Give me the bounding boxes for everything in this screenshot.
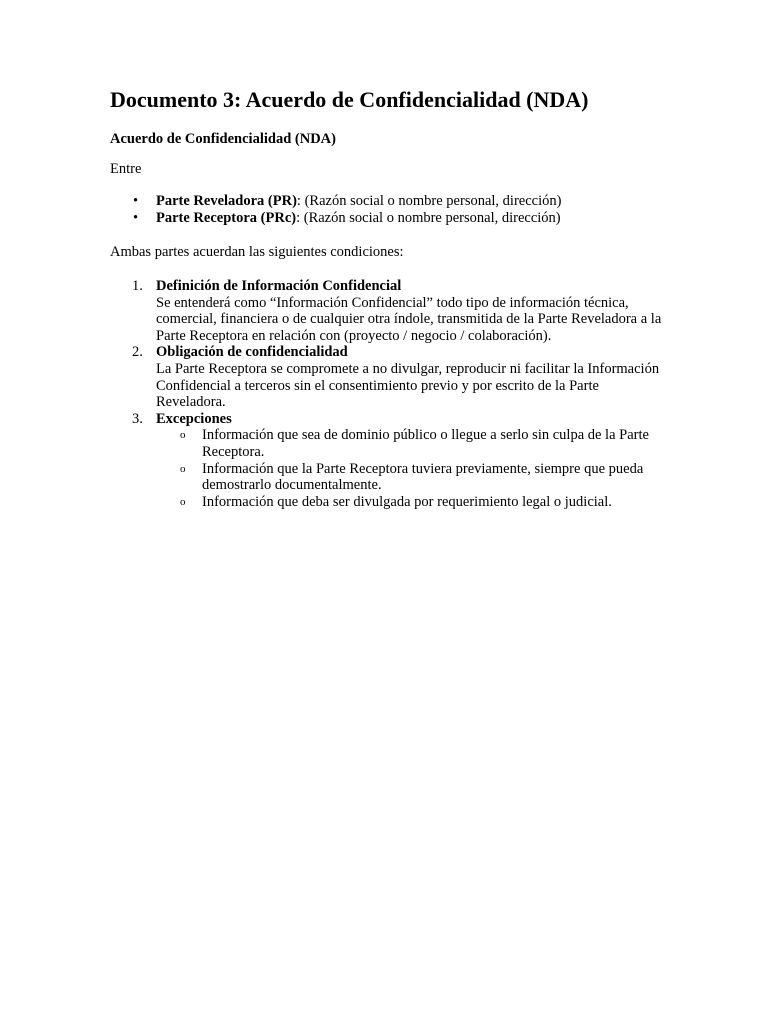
circle-bullet-icon: o	[180, 495, 186, 508]
clauses-list	[110, 278, 670, 510]
document-page	[110, 86, 670, 510]
exception-text: Información que la Parte Receptora tuviera previamente, siempre que pueda demostrarlo documentalmente.	[202, 460, 644, 494]
clause-title: Definición de Información Confidencial	[156, 278, 402, 294]
clause-number: 2.	[132, 344, 143, 361]
party-name: Parte Reveladora (PR)	[156, 193, 297, 209]
party-item	[110, 210, 670, 227]
bullet-icon: •	[133, 210, 139, 226]
party-detail: : (Razón social o nombre personal, dirección)	[296, 193, 562, 209]
exception-text: Información que deba ser divulgada por requerimiento legal o judicial.	[202, 493, 612, 510]
circle-bullet-icon: o	[180, 429, 186, 442]
clause-item	[110, 344, 670, 410]
bullet-icon: •	[133, 193, 139, 209]
party-name: Parte Receptora (PRc)	[156, 210, 297, 226]
clause-item	[110, 411, 670, 511]
clause-text: Se entenderá como “Información Confidencial” todo tipo de información técnica, comercial, financiera o de cualquier otra índole, transmitida de la Parte Reveladora a la Parte Receptora en relación con (proyecto / negocio / colaboración).	[156, 294, 662, 344]
parties-list	[110, 193, 670, 227]
conditions-intro: Ambas partes acuerdan las siguientes condiciones:	[110, 244, 404, 260]
clause-number: 3.	[132, 410, 143, 427]
clause-number: 1.	[132, 278, 143, 294]
clause-text: La Parte Receptora se compromete a no divulgar, reproducir ni facilitar la Información Confidencial a terceros sin el consentimiento previo y por escrito de la Parte Reveladora.	[156, 360, 660, 411]
circle-bullet-icon: o	[180, 462, 186, 475]
clause-title: Excepciones	[156, 410, 232, 427]
exception-text: Información que sea de dominio público o llegue a serlo sin culpa de la Parte Receptora.	[202, 427, 649, 460]
party-detail: : (Razón social o nombre personal, dirección)	[296, 210, 561, 226]
intro-text: Entre	[110, 161, 142, 177]
exception-item	[156, 427, 670, 460]
clause-title: Obligación de confidencialidad	[156, 344, 348, 361]
document-subtitle: Acuerdo de Confidencialidad (NDA)	[110, 131, 336, 147]
exception-item	[156, 494, 670, 511]
exception-item	[156, 461, 670, 494]
exceptions-list	[156, 427, 670, 510]
party-item	[110, 193, 670, 210]
clause-item	[110, 278, 670, 344]
document-title: Documento 3: Acuerdo de Confidencialidad (NDA)	[110, 87, 589, 112]
